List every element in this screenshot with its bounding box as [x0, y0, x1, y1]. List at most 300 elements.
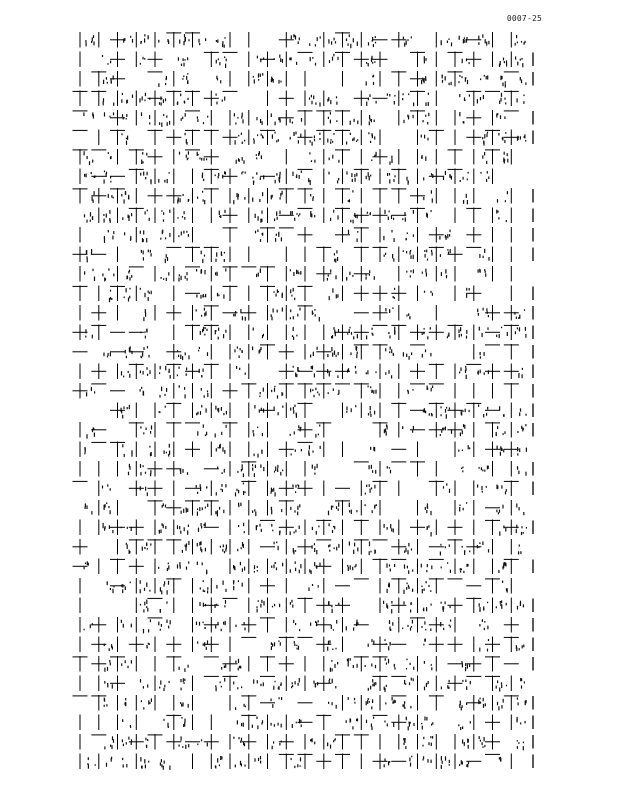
cell-entry-mark [335, 41, 336, 43]
cell-entry-mark [160, 629, 161, 631]
cell-entry-mark [110, 156, 111, 159]
cell-entry-mark [281, 724, 282, 728]
cell-entry-mark [465, 667, 466, 671]
cell-entry-mark [180, 94, 181, 97]
cell-entry-mark [278, 139, 279, 142]
cell-entry-mark [488, 41, 489, 45]
cell-entry-mark [258, 758, 259, 761]
cell-entry-mark [374, 61, 375, 63]
cell-entry-mark [373, 390, 374, 394]
cell-entry-mark [424, 687, 425, 691]
cell-entry-mark [348, 368, 349, 372]
cell-entry-mark [406, 177, 407, 181]
cell-entry-mark [164, 685, 165, 688]
cell-entry-mark [132, 95, 133, 98]
cell-entry-mark [123, 624, 124, 628]
cell-entry-mark [346, 277, 347, 281]
cell-entry-mark [389, 310, 390, 313]
cell-entry-mark [523, 746, 524, 750]
cell-entry-mark [294, 298, 295, 300]
cell-entry-mark [461, 661, 462, 663]
cell-entry-mark [261, 450, 262, 454]
cell-entry-mark [140, 389, 141, 392]
cell-entry-mark [260, 119, 261, 123]
cell-entry-mark [478, 405, 479, 407]
cell-entry-mark [486, 486, 487, 488]
cell-entry-mark [301, 171, 302, 173]
cell-entry-mark [482, 470, 483, 472]
cell-entry-mark [147, 548, 148, 550]
cell-entry-mark [332, 679, 333, 684]
cell-entry-mark [107, 63, 108, 65]
cell-entry-mark [202, 562, 203, 565]
cell-entry-mark [315, 314, 316, 316]
cell-entry-mark [370, 212, 371, 214]
cell-entry-mark [480, 740, 481, 742]
cell-entry-mark [220, 756, 221, 760]
cell-entry-mark [301, 725, 302, 728]
cell-entry-mark [328, 172, 329, 175]
cell-entry-mark [197, 119, 198, 122]
cell-entry-mark [387, 425, 388, 429]
cell-entry-mark [311, 95, 312, 98]
cell-entry-mark [484, 745, 485, 747]
cell-entry-mark [106, 502, 107, 504]
cell-entry-mark [91, 387, 92, 391]
cell-entry-mark [279, 604, 280, 607]
cell-entry-mark [124, 199, 125, 203]
cell-entry-mark [225, 64, 226, 68]
cell-entry-mark [143, 239, 144, 242]
cell-entry-mark [292, 682, 293, 684]
cell-entry-mark [403, 590, 404, 594]
cell-entry-mark [310, 194, 311, 197]
cell-entry-mark [121, 620, 122, 623]
cell-entry-mark [440, 407, 441, 409]
cell-entry-mark [188, 235, 189, 237]
cell-entry-mark [274, 219, 275, 222]
cell-entry-mark [274, 386, 275, 388]
cell-entry-mark [110, 745, 111, 747]
cell-entry-mark [106, 704, 107, 706]
cell-entry-mark [218, 58, 219, 60]
cell-entry-mark [206, 571, 207, 574]
cell-entry-mark [145, 472, 146, 474]
cell-entry-mark [423, 177, 424, 180]
cell-entry-mark [221, 484, 222, 487]
cell-entry-mark [87, 258, 88, 262]
cell-entry-mark [526, 448, 527, 452]
cell-entry-mark [462, 680, 463, 682]
cell-entry-mark [225, 589, 226, 592]
cell-entry-mark [404, 701, 405, 704]
cell-entry-mark [357, 42, 358, 47]
cell-entry-mark [387, 589, 388, 593]
cell-entry-mark [276, 211, 277, 216]
cell-entry-mark [205, 434, 206, 436]
cell-entry-mark [255, 231, 256, 234]
cell-entry-mark [178, 355, 179, 357]
cell-entry-mark [278, 80, 279, 84]
cell-entry-mark [520, 601, 521, 605]
cell-entry-mark [442, 606, 443, 610]
cell-entry-mark [462, 410, 463, 412]
cell-entry-mark [198, 528, 199, 532]
cell-entry-mark [372, 37, 373, 41]
cell-entry-mark [332, 668, 333, 671]
cell-entry-mark [430, 291, 431, 293]
cell-entry-mark [141, 700, 142, 702]
cell-entry-mark [121, 133, 122, 135]
cell-entry-mark [186, 373, 187, 376]
cell-entry-mark [447, 234, 448, 238]
cell-entry-mark [375, 371, 376, 373]
cell-entry-mark [431, 667, 432, 670]
cell-entry-mark [351, 332, 352, 335]
cell-entry-mark [295, 681, 296, 684]
cell-entry-mark [469, 94, 470, 96]
cell-entry-mark [197, 744, 198, 746]
cell-entry-mark [123, 744, 124, 746]
cell-entry-mark [241, 738, 242, 741]
cell-entry-mark [468, 762, 469, 764]
cell-entry-mark [520, 408, 521, 411]
cell-entry-mark [346, 720, 347, 723]
cell-entry-mark [483, 704, 484, 708]
cell-entry-mark [122, 444, 123, 447]
cell-entry-mark [218, 328, 219, 331]
cell-entry-mark [290, 434, 291, 436]
cell-entry-mark [144, 293, 145, 298]
cell-entry-mark [518, 136, 519, 140]
cell-entry-mark [126, 543, 127, 545]
cell-entry-mark [203, 158, 204, 161]
cell-entry-mark [369, 270, 370, 273]
cell-entry-mark [84, 214, 85, 217]
cell-entry-mark [262, 135, 263, 138]
cell-entry-mark [186, 139, 187, 143]
cell-entry-mark [371, 390, 372, 393]
cell-entry-mark [178, 57, 179, 60]
cell-entry-mark [86, 42, 87, 46]
cell-entry-mark [404, 550, 405, 553]
cell-entry-mark [182, 746, 183, 748]
cell-entry-mark [348, 200, 349, 202]
cell-entry-mark [140, 464, 141, 468]
cell-entry-mark [184, 719, 185, 723]
cell-entry-mark [310, 623, 311, 626]
cell-entry-mark [504, 159, 505, 164]
cell-entry-mark [122, 114, 123, 117]
cell-entry-mark [206, 329, 207, 331]
cell-entry-mark [365, 504, 366, 506]
cell-entry-mark [259, 199, 260, 202]
cell-entry-mark [181, 276, 182, 280]
cell-entry-mark [179, 40, 180, 44]
cell-entry-mark [332, 57, 333, 61]
cell-entry-mark [394, 700, 395, 704]
cell-entry-mark [413, 667, 414, 670]
cell-entry-mark [220, 546, 221, 548]
cell-entry-mark [483, 414, 484, 418]
cell-entry-mark [314, 136, 315, 139]
cell-entry-mark [277, 465, 278, 468]
cell-entry-mark [125, 660, 126, 663]
cell-entry-mark [168, 40, 169, 44]
cell-entry-mark [293, 316, 294, 319]
cell-entry-mark [299, 175, 300, 179]
cell-entry-mark [330, 120, 331, 124]
cell-entry-mark [521, 426, 522, 429]
cell-entry-mark [350, 565, 351, 569]
cell-entry-mark [282, 406, 283, 408]
cell-entry-mark [366, 720, 367, 723]
cell-entry-mark [425, 629, 426, 631]
cell-entry-mark [257, 56, 258, 59]
cell-entry-mark [519, 545, 520, 547]
cell-entry-mark [337, 375, 338, 378]
cell-entry-mark [448, 252, 449, 255]
cell-entry-mark [299, 308, 300, 311]
cell-entry-mark [479, 254, 480, 258]
cell-entry-mark [412, 389, 413, 391]
cell-entry-mark [278, 723, 279, 726]
cell-entry-mark [308, 587, 309, 591]
cell-entry-mark [488, 257, 489, 261]
cell-entry-mark [297, 484, 298, 486]
cell-entry-mark [183, 509, 184, 513]
cell-entry-mark [449, 83, 450, 86]
cell-entry-mark [309, 569, 310, 572]
cell-entry-mark [385, 702, 386, 704]
cell-entry-mark [500, 452, 501, 456]
cell-entry-mark [518, 702, 519, 705]
cell-entry-mark [447, 41, 448, 44]
cell-entry-mark [500, 115, 501, 119]
cell-entry-mark [217, 622, 218, 625]
cell-entry-mark [466, 502, 467, 504]
cell-entry-mark [292, 211, 293, 215]
cell-entry-mark [329, 372, 330, 377]
cell-entry-mark [252, 510, 253, 513]
cell-entry-mark [497, 199, 498, 203]
cell-entry-mark [411, 36, 412, 38]
cell-entry-mark [107, 356, 108, 358]
cell-entry-mark [337, 57, 338, 60]
cell-entry-mark [108, 194, 109, 198]
cell-entry-mark [503, 58, 504, 61]
cell-entry-mark [122, 719, 123, 722]
cell-entry-mark [487, 602, 488, 604]
cell-entry-mark [296, 270, 297, 274]
cell-entry-mark [280, 642, 281, 646]
cell-entry-mark [482, 137, 483, 139]
cell-entry-mark [410, 663, 411, 665]
cell-entry-mark [331, 660, 332, 662]
cell-entry-mark [430, 736, 431, 738]
cell-entry-mark [369, 94, 370, 97]
cell-entry-mark [368, 644, 369, 647]
cell-entry-mark [391, 159, 392, 163]
cell-entry-mark [160, 96, 161, 100]
cell-entry-mark [240, 562, 241, 566]
cell-entry-mark [165, 406, 166, 408]
cell-entry-mark [293, 337, 294, 340]
cell-entry-mark [403, 250, 404, 252]
cell-entry-mark [242, 119, 243, 123]
cell-entry-mark [185, 276, 186, 279]
cell-entry-mark [346, 171, 347, 174]
cell-entry-mark [370, 686, 371, 690]
cell-entry-mark [441, 40, 442, 43]
cell-entry-mark [391, 230, 392, 233]
cell-entry-mark [300, 757, 301, 761]
cell-entry-mark [121, 663, 122, 666]
cell-entry-mark [410, 255, 411, 258]
cell-entry-mark [421, 135, 422, 138]
cell-entry-mark [126, 141, 127, 145]
cell-entry-mark [428, 93, 429, 95]
cell-entry-mark [140, 679, 141, 682]
cell-entry-mark [104, 668, 105, 672]
cell-entry-mark [447, 249, 448, 251]
cell-entry-mark [333, 133, 334, 135]
cell-entry-mark [347, 333, 348, 335]
cell-entry-mark [235, 707, 236, 710]
cell-entry-mark [129, 277, 130, 280]
cell-entry-mark [461, 707, 462, 710]
cell-entry-mark [477, 545, 478, 548]
cell-entry-mark [353, 550, 354, 554]
cell-entry-mark [317, 392, 318, 394]
cell-entry-mark [149, 643, 150, 645]
cell-entry-mark [258, 79, 259, 81]
cell-entry-mark [236, 489, 237, 492]
cell-entry-mark [507, 153, 508, 156]
cell-entry-mark [517, 606, 518, 610]
cell-entry-mark [204, 524, 205, 526]
cell-entry-mark [150, 619, 151, 622]
cell-entry-mark [487, 626, 488, 630]
cell-entry-mark [142, 152, 143, 155]
cell-entry-mark [260, 177, 261, 180]
cell-entry-mark [445, 427, 446, 431]
cell-entry-mark [390, 347, 391, 350]
cell-entry-mark [244, 704, 245, 707]
cell-entry-mark [272, 195, 273, 198]
cell-entry-mark [467, 179, 468, 181]
cell-entry-mark [203, 643, 204, 645]
cell-entry-mark [518, 317, 519, 319]
cell-entry-mark [235, 765, 236, 768]
cell-entry-mark [291, 295, 292, 297]
cell-entry-mark [123, 39, 124, 43]
cell-entry-mark [254, 509, 255, 511]
cell-entry-mark [451, 42, 452, 46]
cell-entry-mark [327, 743, 328, 747]
cell-entry-mark [376, 504, 377, 506]
cell-entry-mark [197, 116, 198, 118]
cell-entry-mark [274, 132, 275, 134]
cell-entry-mark [497, 211, 498, 213]
cell-entry-mark [368, 688, 369, 691]
cell-entry-mark [478, 36, 479, 41]
cell-entry-mark [349, 272, 350, 275]
cell-entry-mark [319, 102, 320, 106]
cell-entry-mark [336, 506, 337, 509]
cell-entry-mark [253, 328, 254, 331]
cell-entry-mark [459, 505, 460, 507]
cell-entry-mark [501, 327, 502, 329]
cell-entry-mark [294, 431, 295, 434]
cell-entry-mark [204, 270, 205, 274]
cell-entry-mark [125, 191, 126, 195]
cell-entry-mark [178, 235, 179, 237]
cell-entry-mark [272, 489, 273, 492]
cell-entry-mark [441, 567, 442, 569]
cell-entry-mark [103, 214, 104, 216]
cell-entry-mark [150, 431, 151, 434]
cell-entry-mark [413, 723, 414, 726]
cell-entry-mark [241, 172, 242, 174]
cell-entry-mark [501, 93, 502, 97]
cell-entry-mark [281, 509, 282, 512]
cell-entry-mark [131, 351, 132, 354]
cell-entry-mark [107, 582, 108, 585]
cell-entry-mark [465, 663, 466, 666]
cell-entry-mark [167, 568, 168, 571]
cell-entry-mark [113, 112, 114, 115]
cell-entry-mark [167, 590, 168, 594]
cell-entry-mark [112, 236, 113, 240]
cell-entry-mark [218, 447, 219, 449]
cell-entry-mark [465, 77, 466, 79]
cell-entry-mark [334, 38, 335, 41]
cell-entry-mark [279, 211, 280, 215]
cell-entry-mark [218, 294, 219, 296]
cell-entry-mark [389, 173, 390, 175]
cell-entry-mark [235, 625, 236, 627]
cell-entry-mark [410, 706, 411, 709]
cell-entry-mark [107, 683, 108, 685]
cell-entry-mark [480, 172, 481, 174]
cell-entry-mark [215, 175, 216, 177]
cell-entry-mark [478, 42, 479, 45]
cell-entry-mark [181, 717, 182, 719]
cell-entry-mark [143, 465, 144, 467]
cell-entry-mark [280, 58, 281, 62]
cell-entry-mark [130, 236, 131, 240]
cell-entry-mark [411, 548, 412, 550]
cell-entry-mark [405, 746, 406, 749]
cell-entry-mark [161, 764, 162, 767]
cell-entry-mark [125, 698, 126, 700]
cell-entry-mark [215, 766, 216, 769]
cell-entry-mark [352, 275, 353, 277]
cell-entry-mark [327, 278, 328, 281]
cell-entry-mark [245, 765, 246, 767]
cell-entry-mark [241, 133, 242, 135]
cell-entry-mark [310, 355, 311, 358]
cell-entry-mark [499, 531, 500, 535]
cell-entry-mark [143, 347, 144, 350]
cell-entry-mark [521, 532, 522, 535]
cell-entry-mark [160, 587, 161, 591]
cell-entry-mark [517, 453, 518, 455]
cell-entry-mark [352, 726, 353, 729]
cell-entry-mark [391, 349, 392, 353]
cell-entry-mark [149, 590, 150, 592]
